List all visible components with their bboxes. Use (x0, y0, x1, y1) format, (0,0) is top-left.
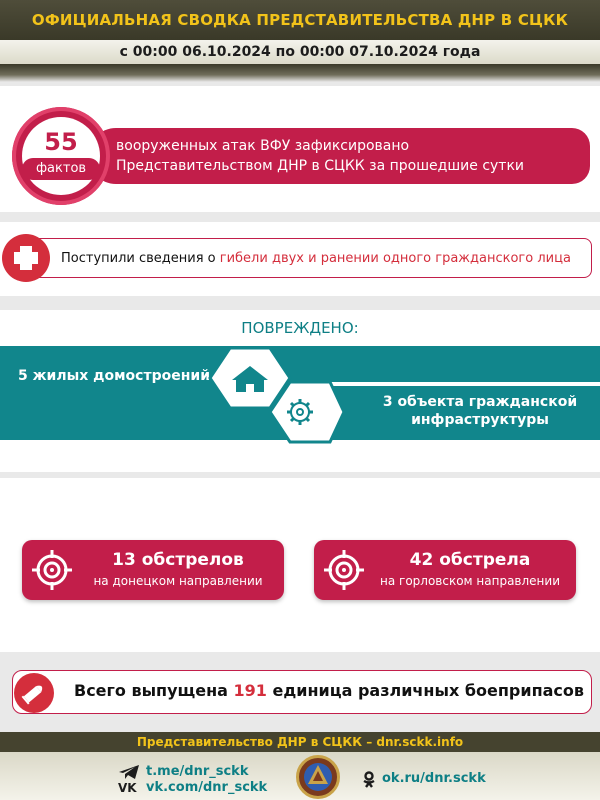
damaged-title: ПОВРЕЖДЕНО: (241, 319, 359, 337)
header-divider (0, 64, 600, 82)
damaged-infra-line-2: инфраструктуры (411, 412, 549, 428)
crosshair-icon (30, 548, 74, 592)
damaged-infra (360, 393, 600, 429)
footer-banner: Представительство ДНР в СЦКК – dnr.sckk.info (0, 732, 600, 752)
vk-icon: VK (118, 781, 137, 795)
ammo-total (74, 681, 584, 700)
shelling-donetsk-direction: на донецком направлении (93, 574, 263, 588)
attacks-line-2: Представительством ДНР в СЦКК за прошедшие сутки (116, 158, 525, 174)
header-bar (0, 0, 600, 40)
crosshair-icon (322, 548, 366, 592)
casualties-prefix: Поступили сведения о (61, 250, 220, 266)
casualties-box (8, 238, 592, 278)
shelling-donetsk-count: 13 обстрелов (112, 550, 244, 570)
vk-link[interactable]: vk.com/dnr_sckk (146, 780, 268, 795)
attacks-line-1: вооруженных атак ВФУ зафиксировано (116, 138, 410, 154)
damaged-homes: 5 жилых домостроений (18, 368, 211, 384)
damaged-infra-line-1: 3 объекта гражданской (382, 394, 578, 410)
emblem-logo (296, 755, 340, 799)
bullet-icon (14, 673, 54, 713)
cross-horizontal (14, 252, 38, 264)
attacks-banner (88, 128, 590, 184)
ammo-number: 191 (233, 681, 267, 700)
ammo-suffix: единица различных боеприпасов (266, 681, 585, 700)
telegram-icon (118, 764, 140, 780)
telegram-link[interactable]: t.me/dnr_sckk (146, 764, 249, 779)
ammo-prefix: Всего выпущена (74, 681, 234, 700)
attacks-unit: фактов (22, 158, 100, 180)
hexagon-icons (198, 344, 348, 448)
shelling-card-gorlovka (314, 540, 576, 600)
shelling-card-donetsk (22, 540, 284, 600)
page-title: ОФИЦИАЛЬНАЯ СВОДКА ПРЕДСТАВИТЕЛЬСТВА ДНР В СЦКК (31, 11, 569, 29)
ok-link[interactable]: ok.ru/dnr.sckk (382, 771, 486, 786)
ok-icon (362, 771, 376, 789)
date-range: с 00:00 06.10.2024 по 00:00 07.10.2024 года (0, 40, 600, 64)
shelling-gorlovka-count: 42 обстрела (409, 550, 531, 570)
attacks-count: 55 (44, 128, 78, 156)
shelling-gorlovka-direction: на горловском направлении (380, 574, 560, 588)
casualties-highlight: гибели двух и ранении одного гражданского лица (219, 250, 571, 266)
